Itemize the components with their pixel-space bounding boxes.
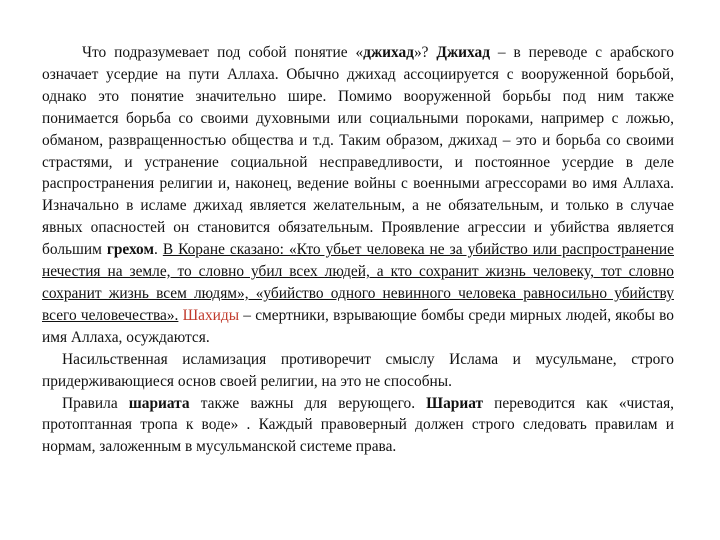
question-prefix: Что подразумевает под собой понятие « [82,44,364,61]
sharia-text: переводится как «чистая, протоптанная тропа к воде» . Каждый правоверный должен строго следовать правилам и нормам, заложенным в мусульманской системе права. [42,394,674,456]
term-jihad: Джихад [436,44,490,61]
sharia-pre: Правила [62,394,129,412]
sentence-break: . [153,241,163,259]
shahids-text: – смертники, взрывающие бомбы среди мирных людей, якобы во имя Аллаха, осуждаются. [42,306,674,346]
sharia-mid: также важны для верующего. [189,394,427,412]
document-body [42,42,674,458]
term-sin: грехом [106,241,154,259]
paragraph-islamization: Насильственная исламизация противоречит смыслу Ислама и мусульмане, строго придерживающиеся основ своей религии, на это не способны. [42,350,674,390]
jihad-definition: – в переводе с арабского означает усердие на пути Аллаха. Обычно джихад ассоциируется с вооруженной борьбой, однако это понятие значительно шире. Помимо вооруженной борьбы под ним также понимается борьба со своими духовными или социальными пороками, например с ложью, обманом, развращенностью общества и т.д. Таким образом, джихад – это и борьба со своими страстями, и устранение социальной несправедливости, и постоянное усердие в деле распространения религии и, наконец, ведение войны с военными агрессорами во имя Аллаха. Изначально в исламе джихад является желательным, а не обязательным, и только в случае явных опасностей он становится обязательным. Проявление агрессии и убийства является большим [42,44,674,259]
question-suffix: »? [413,44,429,61]
question-term: джихад [363,44,414,61]
paragraph-jihad [42,42,674,349]
paragraph-sharia [42,393,674,459]
term-sharia-1: шариата [128,394,190,412]
term-shahids: Шахиды [178,306,240,324]
quran-quote: В Коране сказано: «Кто убьет человека не за убийство или распространение нечестия на земле, то словно убил всех людей, а кто сохранит жизнь человеку, тот словно сохранит жизнь всем людям», «убийство одного невинного человека равносильно убийству всего человечества». [42,241,674,324]
term-sharia-2: Шариат [426,394,484,412]
